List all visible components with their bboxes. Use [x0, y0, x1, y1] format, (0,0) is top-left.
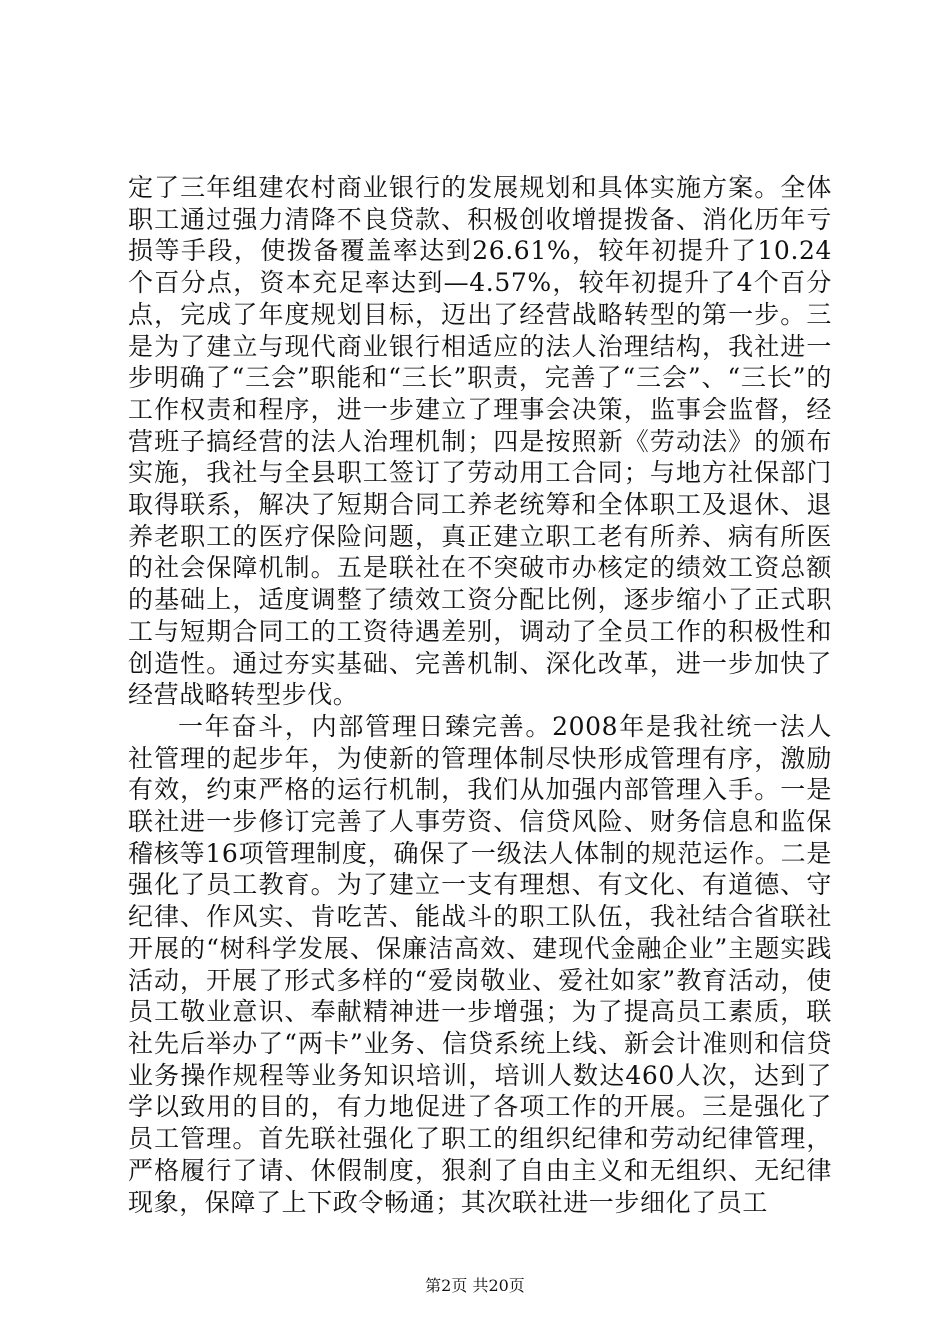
page-number-footer: 第2页 共20页	[425, 1276, 525, 1295]
paragraph-1: 定了三年组建农村商业银行的发展规划和具体实施方案。全体职工通过强力清降不良贷款、积极创收增提拨备、消化历年亏损等手段，使拨备覆盖率达到26.61%，较年初提升了10.24个百分点，资本充足率达到—4.57%，较年初提升了4个百分点，完成了年度规划目标，迈出了经营战略转型的第一步。三是为了建立与现代商业银行相适应的法人治理结构，我社进一步明确了“三会”职能和“三长”职责，完善了“三会”、“三长”的工作权责和程序，进一步建立了理事会决策，监事会监督，经营班子搞经营的法人治理机制；四是按照新《劳动法》的颁布实施，我社与全县职工签订了劳动用工合同；与地方社保部门取得联系，解决了短期合同工养老统筹和全体职工及退休、退养老职工的医疗保险问题，真正建立职工老有所养、病有所医的社会保障机制。五是联社在不突破市办核定的绩效工资总额的基础上，适度调整了绩效工资分配比例，逐步缩小了正式职工与短期合同工的工资待遇差别，调动了全员工作的积极性和创造性。通过夯实基础、完善机制、深化改革，进一步加快了经营战略转型步伐。	[128, 173, 832, 710]
document-body	[128, 172, 832, 1218]
paragraph-2: 一年奋斗，内部管理日臻完善。2008年是我社统一法人社管理的起步年，为使新的管理体制尽快形成管理有序，激励有效，约束严格的运行机制，我们从加强内部管理入手。一是联社进一步修订完善了人事劳资、信贷风险、财务信息和监保稽核等16项管理制度，确保了一级法人体制的规范运作。二是强化了员工教育。为了建立一支有理想、有文化、有道德、守纪律、作风实、肯吃苦、能战斗的职工队伍，我社结合省联社开展的“树科学发展、保廉洁高效、建现代金融企业”主题实践活动，开展了形式多样的“爱岗敬业、爱社如家”教育活动，使员工敬业意识、奉献精神进一步增强；为了提高员工素质，联社先后举办了“两卡”业务、信贷系统上线、新会计准则和信贷业务操作规程等业务知识培训，培训人数达460人次，达到了学以致用的目的，有力地促进了各项工作的开展。三是强化了员工管理。首先联社强化了职工的组织纪律和劳动纪律管理，严格履行了请、休假制度，狠刹了自由主义和无组织、无纪律现象，保障了上下政令畅通；其次联社进一步细化了员工	[128, 711, 832, 1217]
